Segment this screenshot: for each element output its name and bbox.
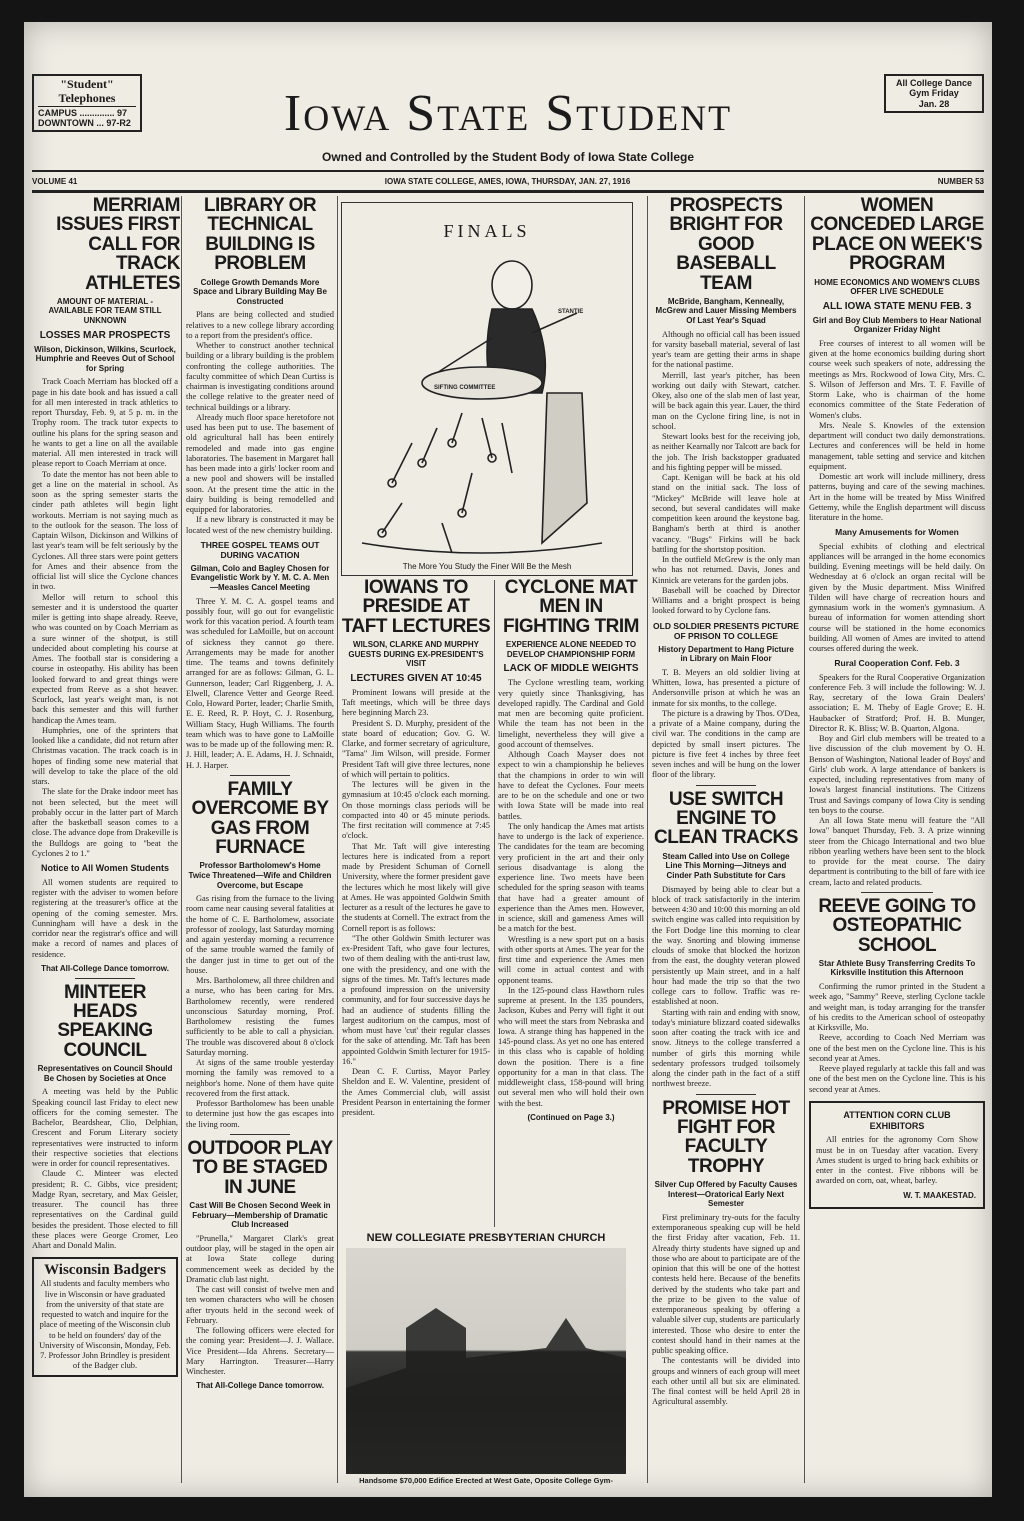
column-rule <box>181 196 182 1483</box>
column-5 <box>650 196 802 1486</box>
headline: PROSPECTS BRIGHT FOR GOOD BASEBALL TEAM <box>669 196 783 294</box>
article-text: Professor Bartholomew has been unable to determine just how the gas escapes into the living room. <box>186 1099 334 1129</box>
cartoon <box>341 202 633 576</box>
deck: College Growth Demands More Space and Library Building May Be Constructed <box>193 277 327 306</box>
separator <box>696 785 757 786</box>
ear-title: "Student" Telephones <box>38 78 136 107</box>
article-text: Stewart looks best for the receiving job, as neither Kearnally nor Talcott are back for the job. The Irish backstopper graduated and his fighting pepper will be missed. <box>652 432 800 472</box>
deck: McBride, Bangham, Kenneally, McGrew and Lauer Missing Members Of Last Year's Squad <box>655 296 797 326</box>
article-text: Three Y. M. C. A. gospel teams and possibly four, will go out for evangelistic work for this vacation period. A fourth team was scheduled for LaMoille, but on account of sickness they cannot go there. Arrangements may be made for another time. The teams and towns definitely arranged for are as follows: Gilman, G. L. Gunnerson, leader; Carl Riggenberg, J. A. Elwell, Clarence Vetter and George Reed. Colo, Howard Porter, leader; Charlie Smith, E. E. Reed, R. P. Hoyt, C. J. Rosenburg, William Stacy, Hugh Williams. The fourth team which was to have gone to LaMoille was to be made up of the following men: R. J. Hill, leader; A. E. Adams, H. J. Schnaidt, H. J. Harper. <box>186 596 334 770</box>
article-text: Reeve, according to Coach Ned Merriam was one of the best men on the Cyclone line. This is his second year at Ames. <box>809 1033 985 1063</box>
deck: History Department to Hang Picture in Library on Main Floor <box>658 644 794 664</box>
deck: Steam Called into Use on College Line This Morning—Jitneys and Cinder Path Substitute for Cars <box>662 851 790 880</box>
headline: WOMEN CONCEDED LARGE PLACE ON WEEK'S PROGRAM <box>810 196 984 275</box>
photo-title: NEW COLLEGIATE PRESBYTERIAN CHURCH <box>366 1232 606 1244</box>
ear-line: Jan. 28 <box>918 98 950 109</box>
separator <box>861 892 933 893</box>
article-text: Mrs. Neale S. Knowles of the extension department will conduct two daily demonstrations. Lectures and conferences will be held in home management, table setting and service and kitchen equipment. <box>809 420 985 471</box>
notice-text: All women students are required to register with the adviser to women before registering at the treasurer's office at the opening of the coming semester. Mrs. Cunningham will have a desk in the corridor near the registrar's office and will make a record of names and places of residence. <box>32 877 178 959</box>
ear-line: DOWNTOWN ... 97-R2 <box>38 117 131 128</box>
cartoon-caption: The More You Study the Finer Will Be the Mesh <box>402 562 572 571</box>
notice-title: Notice to All Women Students <box>40 863 169 874</box>
issue-number: NUMBER 53 <box>937 177 984 186</box>
deck: Cast Will Be Chosen Second Week in February—Membership of Dramatic Club Increased <box>189 1200 331 1230</box>
corn-club-box <box>809 1101 985 1209</box>
article-text: In the 125-pound class Hawthorn rules supreme at present. In the 135 pounders, Jackson, Kubes and Perry will fight it out who will meet the stars from Nebraska and Iowa. A strange thing has happened in the 145-pound class. As yet no one has entered in this class who is capable of holding down the position. There is a fine opportunity for a man in that class. The middleweight class, 158-pound will bring out several men who will hold their own with the best. <box>498 985 644 1108</box>
headline: REEVE GOING TO OSTEOPATHIC SCHOOL <box>818 895 976 956</box>
column-1 <box>30 196 180 1486</box>
column-rule <box>647 196 648 1483</box>
ear-line: Gym Friday <box>909 88 959 99</box>
article-text: T. B. Meyers an old soldier living at Whitten, Iowa, has presented a picture of Andersonville prison at which he was an inmate for six months, to the college. <box>652 667 800 708</box>
church-silhouette <box>346 1248 626 1474</box>
article-text: The picture is a drawing by Thos. O'Dea, a private of a Maine company, during the civil war. The conditions in the camp are depicted by small insert pictures. The picture is five feet 4 inches by three feet seven inches and will be hung on the lower floor of the library. <box>652 708 800 780</box>
article-text: Already much floor space heretofore not used has been put to use. The basement of old agricultural hall has been entirely remodeled and made into gas engine laboratories. The basement in Margaret hall has been made into a girls' locker room and a new pool and showers will be installed soon. At the present time the attic in the dairy building is being remodelled and equipped for laboratories. <box>186 412 334 515</box>
article-text: If a new library is constructed it may be located west of the new chemistry building. <box>186 515 334 535</box>
newspaper-page <box>24 22 992 1497</box>
separator <box>75 978 135 979</box>
dance-note: That All-College Dance tomorrow. <box>41 963 169 973</box>
article-text: The only handicap the Ames mat artists have to undergo is the lack of experience. The candidates for the team are becoming very proficient in the art and their only serious disadvantage is along the experience line. Two meets have been scheduled for the spring season with teams that have had a greater amount of experience than the Ames men. However, in science, skill and gameness Ames will be a match for the best. <box>498 821 644 934</box>
subhead: ALL IOWA STATE MENU FEB. 3 <box>822 300 972 312</box>
article-text: At signs of the same trouble yesterday morning the family was removed to a neighbor's home. None of them have quite recovered from the first attack. <box>186 1058 334 1098</box>
deck: Star Athlete Busy Transferring Credits To Kirksville Institution this Afternoon <box>818 958 976 978</box>
article-text: Plans are being collected and studied relatives to a new college library according to a report from the president's office. <box>186 310 334 340</box>
column-2 <box>184 196 336 1486</box>
column-6 <box>807 196 987 1486</box>
article-text: That Mr. Taft will give interesting lectures here is indicated from a report made by President Schuman of Cornell University, where the former president gave the lectures which he most likely will give at Ames. He was appointed Goldwin Smith lecturer as a result of the lectures he gave to the students at Cornell. The extract from the Cornell report is as follows: <box>342 841 490 933</box>
article-text: First preliminary try-outs for the faculty extemporaneous speaking cup will be held the first Friday after vacation, Feb. 11. Already thirty students have signed up and those who are about to participate are of the opinion that this will be one of the hottest contests held here. Because of the benefits derived by the students who take part and the prize to be given to the value of extemporaneous speaking by offering a valuable silver cup, students are particularly interested. Those who desire to enter the contest should hand in their names at the public speaking office. <box>652 1212 800 1356</box>
cartoon-title: FINALS <box>443 221 531 241</box>
article-text: President S. D. Murphy, president of the state board of education; Gov. G. W. Clarke, and former secretary of agriculture, "Tama" Jim Wilson, will preside. Former President Taft will give three lectures, none of which will pertain to politics. <box>342 718 490 779</box>
article-text: In the outfield McGrew is the only man who has not returned. Davis, Jones and Kinnick are veterans for the garden jobs. <box>652 555 800 585</box>
article-text: Mrs. Bartholomew, all three children and a nurse, who has been caring for Mrs. Bartholomew recently, were rendered unconscious Saturday morning, Prof. Bartholomew resisting the fumes sufficiently to be able to call a physician. The trouble was discovered about 8 o'clock Saturday morning. <box>186 976 334 1057</box>
article-text: Reeve played regularly at tackle this fall and was one of the best men on the Cyclone line. This is his second year at Ames. <box>809 1064 985 1094</box>
deck: WILSON, CLARKE AND MURPHY GUESTS DURING EX-PRESIDENT'S VISIT <box>348 640 484 669</box>
headline: LIBRARY OR TECHNICAL BUILDING IS PROBLEM <box>203 196 317 275</box>
subhead: Rural Cooperation Conf. Feb. 3 <box>834 658 960 669</box>
article-text: Although Coach Mayser does not expect to win a championship he believes that the champions in order to win will have to defeat the Cyclones. Four meets are to be on the schedule and one or two with Iowa State will be made into real battles. <box>498 750 644 821</box>
article-text: Merrill, last year's pitcher, has been working out daily with Stewart, catcher. Okey, also one of the slab men of last year, will be back again this year. Lauer, the third man on the Cyclone firing line, is not in school. <box>652 370 800 431</box>
article-text: "Prunella," Margaret Clark's great outdoor play, will be staged in the open air at Iowa State college during commencement week as decided by the Dramatic club last night. <box>186 1233 334 1284</box>
ear-line: All College Dance <box>895 78 973 88</box>
article-text: The Cyclone wrestling team, working very quietly since Thanksgiving, has developed rapidly. The Cardinal and Gold mat men are becoming quite proficient. While the team has not been in the limelight, nevertheless they will give a good account of themselves. <box>498 678 644 749</box>
article-text: Free courses of interest to all women will be given at the home economics building during short course week such speakers of note, addressing the meetings as Mrs. Rockwood of Iowa City, Mrs. C. S. Wilson of Jefferson and Mrs. T. F. Faville of Storm Lake, who is chairman of the home economics committee of the State Federation of Women's clubs. <box>809 338 985 420</box>
dance-note: That All-College Dance tomorrow. <box>196 1381 324 1391</box>
article-text: "The other Goldwin Smith lecturer was ex-President Taft, who gave four lectures, two of them dealing with the anti-trust law, one with the presidency, and one with the signs of the times. Mr. Taft's lectures made a profound impression on the university community, and for four successive days he had an audience of students filling the largest auditorium on the campus, most of whom must have 'cut' their regular classes for the sake of attending. Mr. Taft has been appointed Goldwin Smith lecturer for 1915-16." <box>342 933 490 1066</box>
article-text: Boy and Girl club members will be treated to a live discussion of the club movement by O. H. Benson of Washington, National leader of Boys' and Girls' club work. A large attendance of bankers is expected, including representatives from many of Iowa's largest financial institutions. The Citizens Trust and Savings company of Iowa City is sending ten boys to the course. <box>809 734 985 815</box>
subhead: LOSSES MAR PROSPECTS <box>39 329 171 341</box>
box-title: Wisconsin Badgers <box>44 1262 166 1279</box>
headline: FAMILY OVERCOME BY GAS FROM FURNACE <box>191 778 329 858</box>
headline: MINTEER HEADS SPEAKING COUNCIL <box>57 981 153 1061</box>
box-title: ATTENTION CORN CLUB EXHIBITORS <box>843 1109 951 1131</box>
separator <box>230 1134 291 1135</box>
box-text: All entries for the agronomy Corn Show must be in on Tuesday after vacation. Every Ames student is urged to bring back exhibits or enter in the contest. Five ribbons will be awarded on corn, oat, wheat, barley. <box>816 1135 978 1186</box>
article-text: Prominent Iowans will preside at the Taft meetings, which will be three days here beginning March 23. <box>342 687 490 718</box>
article-text: Starting with rain and ending with snow, today's miniature blizzard coated sidewalks soon after coating the track with ice and snow. Jitneys to the college transferred a number of girls this morning while sedentary professors trudged toilsomely along the cinder path in the fact of a stiff northwest breeze. <box>652 1007 800 1089</box>
church-image <box>346 1248 626 1474</box>
article-text: The contestants will be divided into groups and winners of each group will meet each other until all but six are eliminated. The final contest will be held April 28 in Agricultural assembly. <box>652 1356 800 1407</box>
article-text: Whether to construct another technical building or a library building is the problem confronting the college authorities. The faculty committee of which Dean Curtiss is chairman is investigating conditions around the college relative to the greater need of technical buildings or a library. <box>186 341 334 412</box>
column-3 <box>340 578 492 1228</box>
article-text: Mellor will return to school this semester and it is understood the quarter miler is getting into shape already. Reeve, who was counted on by Coach Merriam as a sure winner of the shotput, is still undecided about completing his course at Ames. The football star is considering a course in osteopathy. His ability has been looked forward to and great things were expected from Reeve as a shot heaver. Scurlock, last year's weight man, is not back this semester and this will further handicap the Ames team. <box>32 592 178 725</box>
deck: EXPERIENCE ALONE NEEDED TO DEVELOP CHAMPIONSHIP FORM <box>505 640 637 659</box>
subhead: LACK OF MIDDLE WEIGHTS <box>503 663 639 675</box>
deck: Gilman, Colo and Bagley Chosen for Evangelistic Work by Y. M. C. A. Men—Measles Cancel Meeting <box>190 563 330 592</box>
deck: Representatives on Council Should Be Chosen by Societies at Once <box>37 1064 173 1083</box>
subhead: Many Amusements for Women <box>835 527 959 538</box>
column-rule <box>337 196 338 1483</box>
headline: MERRIAM ISSUES FIRST CALL FOR TRACK ATHLETES <box>56 196 180 294</box>
article-text: Wrestling is a new sport put on a basis with other sports at Ames. The year for the first time and experience the Ames men will come in actual contest and with opponent teams. <box>498 934 644 985</box>
masthead: Iowa State Student <box>283 85 733 142</box>
separator <box>696 1094 757 1095</box>
subhead: OLD SOLDIER PRESENTS PICTURE OF PRISON TO COLLEGE <box>653 620 799 641</box>
ear-line: CAMPUS .............. 97 <box>38 107 128 118</box>
article-text: Claude C. Minteer was elected president; R. C. Gibbs, vice president; Madge Ryan, secretary, and Max Geisler, treasurer. The council has three representatives on the Cardinal guild besides the president. Those elected to fill these places were George Cromer, Leo Ahart and Donald Malin. <box>32 1169 178 1251</box>
article-text: A meeting was held by the Public Speaking council last Friday to elect new officers for the coming semester. The Bachelor, Beardshear, Clio, Delphian, Crescent and Forum Literary society representatives were instructed to inform their respective societies that elections were in order for council representatives. <box>32 1087 178 1169</box>
headline: PROMISE HOT FIGHT FOR FACULTY TROPHY <box>662 1097 790 1177</box>
place-date: IOWA STATE COLLEGE, AMES, IOWA, THURSDAY, JAN. 27, 1916 <box>384 177 631 186</box>
article-text: Special exhibits of clothing and electrical appliances will be arranged in the home economics building. Evening meetings will be held daily. On Wednesday at 6 o'clock an organ recital will be given by the Music department. Miss Winifred Tilden will have charge of recreation hours and gymnasium work in the women's gymnasium. A bureau of information for women attending short course will be stationed in the home economics building. All women of Ames are invited to attend courses offered during the week. <box>809 541 985 654</box>
rule <box>32 170 984 172</box>
article-text: The lectures will be given in the gymnasium at 10:45 o'clock each morning. On those mornings class periods will be compacted into 40 or 45 minute periods. The first recitation will commence at 7:45 o'clock. <box>342 780 490 841</box>
rule <box>32 190 984 193</box>
deck: Professor Bartholomew's Home Twice Threatened—Wife and Children Overcome, but Escape <box>188 861 332 890</box>
deck: Girl and Boy Club Members to Hear National Organizer Friday Night <box>812 315 982 335</box>
article-text: The slate for the Drake indoor meet has not been selected, but the meet will probably occur in the latter part of March after the basketball season comes to a close. The advance dope from Drakeville is the Bulldogs are going to "beat the Cyclones 2 to 1." <box>32 787 178 858</box>
article-text: Although no official call has been issued for varsity baseball material, several of last year's team are getting their arms in shape for the national pastime. <box>652 329 800 370</box>
deck: HOME ECONOMICS AND WOMEN'S CLUBS OFFER LIVE SCHEDULE <box>814 277 980 297</box>
subhead: THREE GOSPEL TEAMS OUT DURING VACATION <box>200 539 320 560</box>
article-text: Domestic art work will include millinery, dress patterns, buying and care of the sewing machines. Art in the home will be treated by Miss Winifred Gettemy, while the English department will discuss literature in the home. <box>809 472 985 523</box>
box-text: All students and faculty members who live in Wisconsin or have graduated from the university of that state are requested to watch and inquire for the place of meeting of the Wisconsin club to be held on founders' day of the University of Wisconsin, Monday, Feb. 7. Professor John Brindley is president of the Badger club. <box>39 1279 171 1371</box>
cartoon-drawing <box>342 243 630 573</box>
church-photo <box>341 1232 631 1490</box>
article-text: The cast will consist of twelve men and ten women characters who will be chosen after tryouts held in the second week of February. <box>186 1285 334 1325</box>
cartoon-tag: STANTIE <box>558 309 584 315</box>
column-4 <box>496 578 646 1228</box>
subhead: LECTURES GIVEN AT 10:45 <box>350 672 482 684</box>
article-text: Capt. Kenigan will be back at his old stand on the initial sack. The loss of "Mickey" McBride will leave hole at second, but several candidates will make competition keen around the keystone bag. Bangham's berth at third is another vacancy. "Bugs" Firkins will be back battling for the shortstop position. <box>652 473 800 554</box>
article-text: Speakers for the Rural Cooperative Organization conference Feb. 3 will include the following: W. J. Ray, secretary of the Iowa Grain Dealers' association; E. M. Theby of Eagle Grove; E. H. Haubacker of Stratford; Prof. H. B. Munger, Director R. K. Bliss; W. B. Quarton, Algona. <box>809 672 985 733</box>
column-rule <box>804 196 805 1483</box>
column-rule <box>494 580 495 1227</box>
volume: VOLUME 41 <box>32 177 78 186</box>
headline: OUTDOOR PLAY TO BE STAGED IN JUNE <box>187 1137 333 1198</box>
article-text: An all Iowa State menu will feature the "All Iowa" banquet Thursday, Feb. 3. A prize winning steer from the Chicago International and two blue ribbon yearling wethers have been sent to the block to provide for the meat course. The dairy department is contributing to the bill of fare with ice cream, lacto and related products. <box>809 816 985 887</box>
article-text: Humphries, one of the sprinters that looked like a candidate, did not return after Christmas vacation. The track coach is in hopes of finding some new material that will develop to take the place of the old stars. <box>32 725 178 787</box>
wisconsin-box <box>32 1257 178 1376</box>
article-text: Confirming the rumor printed in the Student a week ago, "Sammy" Reeve, sterling Cyclone tackle and weight man, is today arranging for the transfer of his credits to the American school of osteopathy at Kirksville, Mo. <box>809 982 985 1033</box>
article-text: Baseball will be coached by Director Williams and a bright prospect is being looked forward to by Cyclone fans. <box>652 585 800 616</box>
tagline: Owned and Controlled by the Student Body of Iowa State College <box>321 150 695 164</box>
article-text: Track Coach Merriam has blocked off a page in his date book and has issued a call for all men interested in track athletics to report Thursday, Feb. 9, at 5 p. m. in the Trophy room. The track tutor expects to outline his plans for the spring season and he wants to get a line on all the available material. All men interested in track will please report to Coach Merriam at once. <box>32 377 178 469</box>
continued-note: (Continued on Page 3.) <box>527 1112 615 1122</box>
article-text: Dean C. F. Curtiss, Mayor Parley Sheldon and E. W. Valentine, president of the Ames Commercial club, will assist President Pearson in entertaining the former president. <box>342 1067 490 1118</box>
headline: IOWANS TO PRESIDE AT TAFT LECTURES <box>341 578 491 637</box>
separator <box>230 775 291 776</box>
deck: Wilson, Dickinson, Wilkins, Scurlock, Humphrie and Reeves Out of School for Spring <box>34 344 176 373</box>
photo-caption: Handsome $70,000 Edifice Erected at West Gate, Oposite College Gym- <box>359 1476 613 1485</box>
article-text: The following officers were elected for the coming year: President—J. J. Wallace. Vice President—Ida Ahrens. Secretary—Mary Harrington. Treasurer—Harry Winchester. <box>186 1326 334 1376</box>
cartoon-dish-label: SIFTING COMMITTEE <box>434 385 496 391</box>
article-text: Gas rising from the furnace to the living room came near causing several fatalities at the home of C. E. Bartholomew, associate professor of zoology, last Saturday morning and again yesterday morning a recurrence of the same trouble warned the family of the danger just in time to get out of the house. <box>186 894 334 975</box>
dance-ear <box>884 74 984 113</box>
headline: USE SWITCH ENGINE TO CLEAN TRACKS <box>654 788 798 849</box>
headline: CYCLONE MAT MEN IN FIGHTING TRIM <box>503 578 639 637</box>
dateline <box>32 177 984 186</box>
article-text: Dismayed by being able to clear but a block of track satisfactorily in the interim between 4:30 and 10:00 this morning an old switch engine was called into requisition by the Fort Dodge line this morning to clear the way. Snorting and blowing immense clouds of smoke that blocked the horizon from the east, the doughty veteran plowed persistently up Main street, and in a half hour had made the trip so that the two college cars to follow. Traffic was re-established at noon. <box>652 884 800 1007</box>
box-signature: W. T. MAAKESTAD. <box>903 1190 976 1200</box>
deck: AMOUNT OF MATERIAL - AVAILABLE FOR TEAM STILL UNKNOWN <box>48 296 162 326</box>
deck: Silver Cup Offered by Faculty Causes Interest—Oratorical Early Next Semester <box>654 1180 798 1209</box>
article-text: To date the mentor has not been able to get a line on the material in school. As soon as the spring semester starts the cinder path athletes will begin light workouts. Merriam is not saying much as to the outlook for the season. The loss of Captain Wilson, Dickinson and Wilkins of last year's team will be felt seriously by the Cyclones. All three stars were point getters for Ames and their absence from the official list will slice the Cyclone chances in two. <box>32 469 178 592</box>
